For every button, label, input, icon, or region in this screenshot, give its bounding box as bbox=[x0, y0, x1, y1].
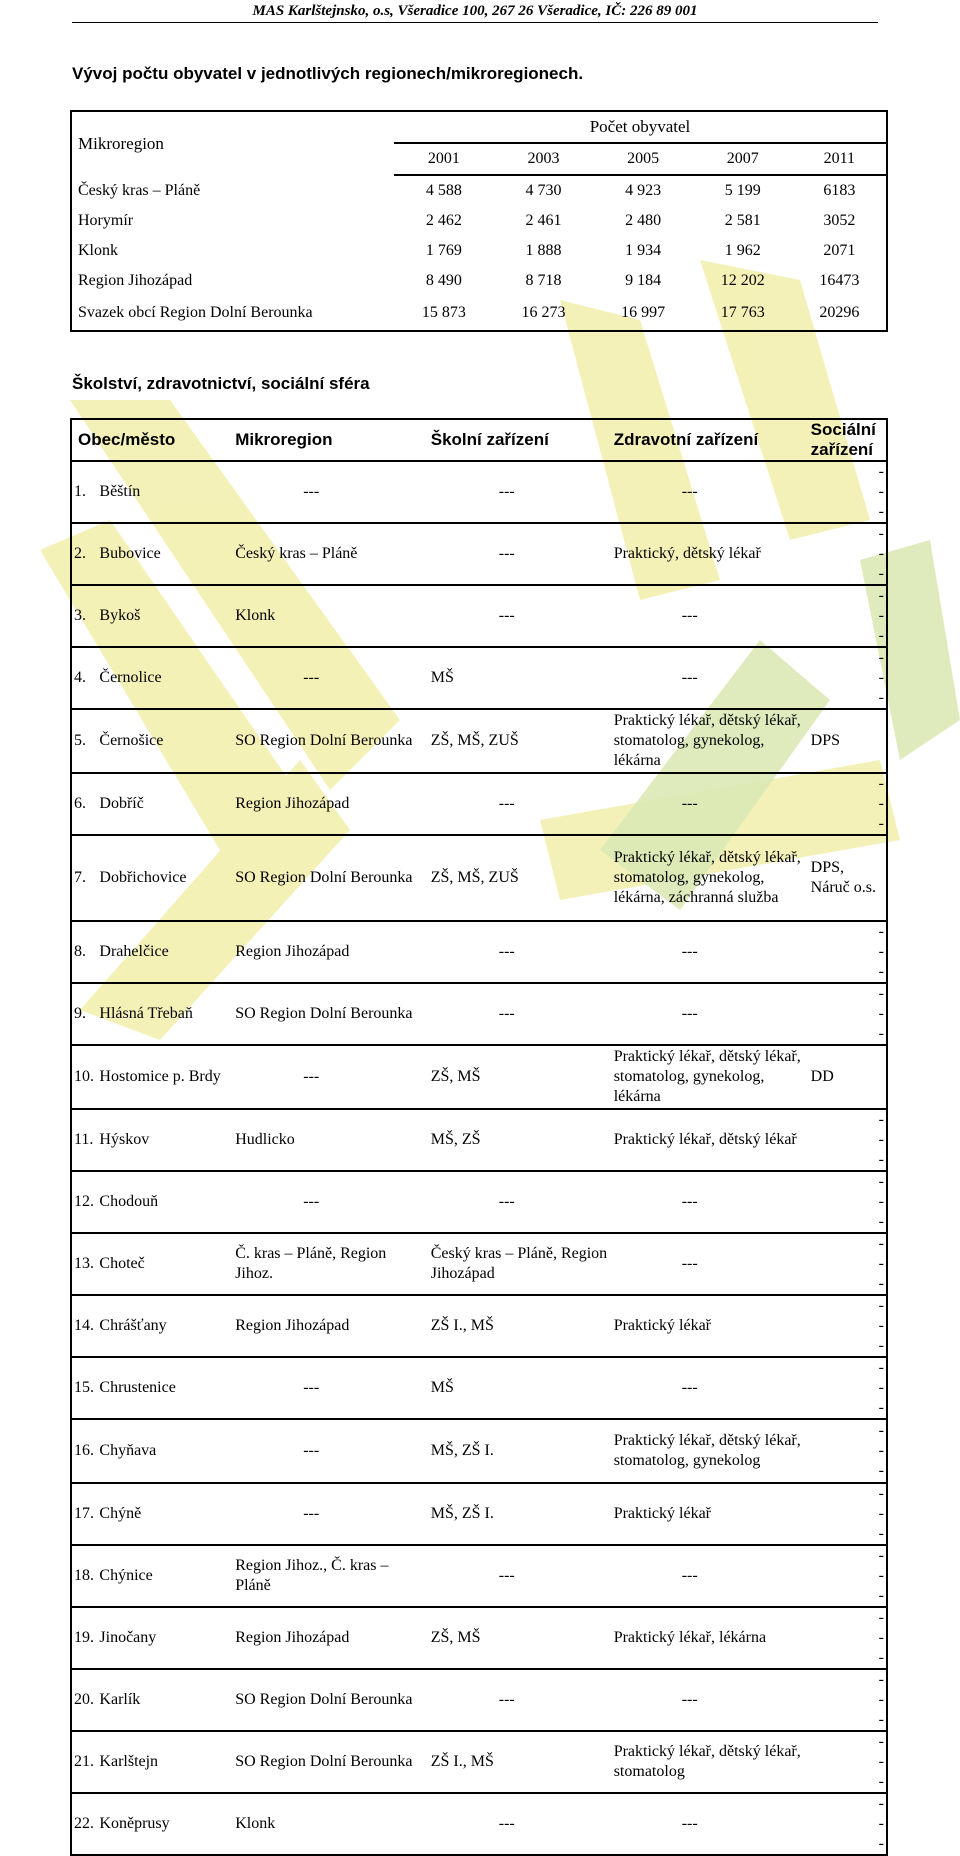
socialni-value: --- bbox=[809, 1483, 887, 1545]
row-number: 16. bbox=[71, 1419, 97, 1483]
row-number: 5. bbox=[71, 709, 97, 773]
obec-name: Choteč bbox=[97, 1233, 233, 1295]
population-value: 1 888 bbox=[525, 242, 562, 259]
zdravotni-value: Praktický, dětský lékař bbox=[612, 523, 809, 585]
obec-name: Chrustenice bbox=[97, 1357, 233, 1419]
skolni-value: MŠ, ZŠ I. bbox=[429, 1483, 612, 1545]
skolni-value: ZŠ, MŠ bbox=[429, 1045, 612, 1109]
obec-name: Chýně bbox=[97, 1483, 233, 1545]
population-value: 4 588 bbox=[425, 182, 462, 199]
population-value: 8 718 bbox=[525, 272, 562, 289]
skolni-value: --- bbox=[429, 1171, 612, 1233]
population-value: 9 184 bbox=[625, 272, 662, 289]
year-header: 2011 bbox=[793, 143, 887, 175]
services-row bbox=[71, 461, 887, 523]
row-number: 1. bbox=[71, 461, 97, 523]
zdravotni-value: --- bbox=[612, 1233, 809, 1295]
zdravotni-value: --- bbox=[612, 773, 809, 835]
socialni-value: --- bbox=[809, 773, 887, 835]
socialni-value: --- bbox=[809, 1545, 887, 1607]
zdravotni-value: Praktický lékař bbox=[612, 1295, 809, 1357]
mikroregion-value: Region Jihoz., Č. kras – Pláně bbox=[233, 1545, 429, 1607]
zdravotni-value: --- bbox=[612, 1357, 809, 1419]
row-number: 6. bbox=[71, 773, 97, 835]
skolni-value: --- bbox=[429, 523, 612, 585]
year-header: 2001 bbox=[394, 143, 494, 175]
mikroregion-value: SO Region Dolní Berounka bbox=[233, 1669, 429, 1731]
year-header: 2003 bbox=[494, 143, 594, 175]
obec-name: Karlík bbox=[97, 1669, 233, 1731]
population-value: 3052 bbox=[823, 212, 856, 229]
skolni-value: MŠ bbox=[429, 647, 612, 709]
row-number: 17. bbox=[71, 1483, 97, 1545]
page-header: MAS Karlštejnsko, o.s, Všeradice 100, 267 26 Všeradice, IČ: 226 89 001 bbox=[72, 0, 878, 23]
row-number: 9. bbox=[71, 983, 97, 1045]
year-header: 2007 bbox=[693, 143, 793, 175]
socialni-value: --- bbox=[809, 983, 887, 1045]
socialni-value: --- bbox=[809, 1419, 887, 1483]
mikroregion-value: Klonk bbox=[233, 1793, 429, 1855]
population-table bbox=[70, 110, 888, 332]
obec-name: Dobřichovice bbox=[97, 835, 233, 921]
socialni-value: --- bbox=[809, 1607, 887, 1669]
mikroregion-value: --- bbox=[233, 1357, 429, 1419]
mikroregion-value: --- bbox=[233, 1483, 429, 1545]
zdravotni-value: --- bbox=[612, 1545, 809, 1607]
population-value: 8 490 bbox=[425, 272, 462, 289]
socialni-value: DPS bbox=[809, 709, 887, 773]
row-number: 2. bbox=[71, 523, 97, 585]
row-number: 18. bbox=[71, 1545, 97, 1607]
year-header: 2005 bbox=[593, 143, 693, 175]
zdravotni-value: --- bbox=[612, 1793, 809, 1855]
skolni-value: Český kras – Pláně, Region Jihozápad bbox=[429, 1233, 612, 1295]
row-number: 11. bbox=[71, 1109, 97, 1171]
skolni-value: --- bbox=[429, 585, 612, 647]
population-value: 6183 bbox=[823, 182, 856, 199]
mikroregion-value: --- bbox=[233, 1171, 429, 1233]
obec-name: Černolice bbox=[97, 647, 233, 709]
socialni-value: --- bbox=[809, 921, 887, 983]
services-row bbox=[71, 1545, 887, 1607]
population-value: 2 480 bbox=[625, 212, 662, 229]
population-value: 2 581 bbox=[724, 212, 761, 229]
mikroregion-value: Hudlicko bbox=[233, 1109, 429, 1171]
row-number: 7. bbox=[71, 835, 97, 921]
services-row bbox=[71, 585, 887, 647]
population-value: 12 202 bbox=[720, 272, 765, 289]
zdravotni-value: Praktický lékař, dětský lékař bbox=[612, 1109, 809, 1171]
zdravotni-value: Praktický lékař, dětský lékař, stomatolog, gynekolog, lékárna bbox=[612, 709, 809, 773]
mikroregion-value: SO Region Dolní Berounka bbox=[233, 835, 429, 921]
obec-name: Jinočany bbox=[97, 1607, 233, 1669]
col-mikroregion: Mikroregion bbox=[233, 419, 429, 461]
row-number: 15. bbox=[71, 1357, 97, 1419]
population-value: 2 462 bbox=[425, 212, 462, 229]
section-title-population: Vývoj počtu obyvatel v jednotlivých regionech/mikroregionech. bbox=[72, 64, 584, 83]
population-value: 1 962 bbox=[724, 242, 761, 259]
mikroregion-name: Svazek obcí Region Dolní Berounka bbox=[78, 304, 313, 321]
row-number: 4. bbox=[71, 647, 97, 709]
services-row bbox=[71, 983, 887, 1045]
obec-name: Dobříč bbox=[97, 773, 233, 835]
obec-name: Chrášťany bbox=[97, 1295, 233, 1357]
row-number: 22. bbox=[71, 1793, 97, 1855]
col-obec: Obec/město bbox=[71, 419, 233, 461]
services-row bbox=[71, 835, 887, 921]
skolni-value: --- bbox=[429, 461, 612, 523]
services-row bbox=[71, 647, 887, 709]
socialni-value: --- bbox=[809, 1233, 887, 1295]
row-number: 19. bbox=[71, 1607, 97, 1669]
services-row bbox=[71, 773, 887, 835]
row-number: 3. bbox=[71, 585, 97, 647]
obec-name: Drahelčice bbox=[97, 921, 233, 983]
population-value: 16 273 bbox=[521, 304, 566, 321]
skolni-value: MŠ bbox=[429, 1357, 612, 1419]
zdravotni-value: --- bbox=[612, 647, 809, 709]
section-title-services: Školství, zdravotnictví, sociální sféra bbox=[72, 374, 370, 393]
mikroregion-value: --- bbox=[233, 461, 429, 523]
skolni-value: --- bbox=[429, 773, 612, 835]
obec-name: Hýskov bbox=[97, 1109, 233, 1171]
mikroregion-value: SO Region Dolní Berounka bbox=[233, 709, 429, 773]
mikroregion-value: Region Jihozápad bbox=[233, 1295, 429, 1357]
skolni-value: --- bbox=[429, 921, 612, 983]
zdravotni-value: --- bbox=[612, 585, 809, 647]
skolni-value: --- bbox=[429, 983, 612, 1045]
population-value: 1 934 bbox=[625, 242, 662, 259]
obec-name: Chodouň bbox=[97, 1171, 233, 1233]
services-row bbox=[71, 1731, 887, 1793]
row-number: 12. bbox=[71, 1171, 97, 1233]
mikroregion-value: Region Jihozápad bbox=[233, 773, 429, 835]
services-row bbox=[71, 921, 887, 983]
socialni-value: --- bbox=[809, 1109, 887, 1171]
zdravotni-value: --- bbox=[612, 1669, 809, 1731]
services-row bbox=[71, 1233, 887, 1295]
row-number: 21. bbox=[71, 1731, 97, 1793]
socialni-value: DD bbox=[809, 1045, 887, 1109]
population-value: 17 763 bbox=[720, 304, 765, 321]
services-row bbox=[71, 1669, 887, 1731]
socialni-value: --- bbox=[809, 585, 887, 647]
population-row bbox=[71, 296, 887, 331]
obec-name: Chyňava bbox=[97, 1419, 233, 1483]
mikroregion-value: --- bbox=[233, 1045, 429, 1109]
obec-name: Karlštejn bbox=[97, 1731, 233, 1793]
row-number: 8. bbox=[71, 921, 97, 983]
mikroregion-value: Region Jihozápad bbox=[233, 921, 429, 983]
socialni-value: --- bbox=[809, 1357, 887, 1419]
skolni-value: ZŠ I., MŠ bbox=[429, 1295, 612, 1357]
population-value: 16473 bbox=[819, 272, 860, 289]
col-pocet-obyvatel: Počet obyvatel bbox=[394, 111, 887, 143]
services-row bbox=[71, 1109, 887, 1171]
socialni-value: --- bbox=[809, 461, 887, 523]
mikroregion-value: Klonk bbox=[233, 585, 429, 647]
row-number: 10. bbox=[71, 1045, 97, 1109]
mikroregion-value: Region Jihozápad bbox=[233, 1607, 429, 1669]
row-number: 13. bbox=[71, 1233, 97, 1295]
socialni-value: --- bbox=[809, 1171, 887, 1233]
mikroregion-name: Český kras – Pláně bbox=[78, 181, 201, 199]
skolni-value: MŠ, ZŠ I. bbox=[429, 1419, 612, 1483]
row-number: 20. bbox=[71, 1669, 97, 1731]
zdravotni-value: --- bbox=[612, 1171, 809, 1233]
population-row bbox=[71, 266, 887, 296]
mikroregion-value: Č. kras – Pláně, Region Jihoz. bbox=[233, 1233, 429, 1295]
population-value: 15 873 bbox=[421, 304, 466, 321]
row-number: 14. bbox=[71, 1295, 97, 1357]
skolni-value: --- bbox=[429, 1545, 612, 1607]
zdravotni-value: --- bbox=[612, 921, 809, 983]
population-value: 5 199 bbox=[724, 182, 761, 199]
mikroregion-value: --- bbox=[233, 1419, 429, 1483]
socialni-value: --- bbox=[809, 523, 887, 585]
mikroregion-value: SO Region Dolní Berounka bbox=[233, 983, 429, 1045]
skolni-value: ZŠ I., MŠ bbox=[429, 1731, 612, 1793]
obec-name: Bykoš bbox=[97, 585, 233, 647]
socialni-value: --- bbox=[809, 1669, 887, 1731]
services-row bbox=[71, 1793, 887, 1855]
col-skolni: Školní zařízení bbox=[429, 419, 612, 461]
population-value: 4 730 bbox=[525, 182, 562, 199]
zdravotni-value: Praktický lékař, dětský lékař, stomatolog, gynekolog, lékárna bbox=[612, 1045, 809, 1109]
services-row bbox=[71, 1419, 887, 1483]
obec-name: Černošice bbox=[97, 709, 233, 773]
mikroregion-name: Klonk bbox=[78, 242, 118, 259]
services-row bbox=[71, 1295, 887, 1357]
col-mikroregion: Mikroregion bbox=[78, 133, 164, 153]
skolni-value: MŠ, ZŠ bbox=[429, 1109, 612, 1171]
socialni-value: --- bbox=[809, 1295, 887, 1357]
obec-name: Hlásná Třebaň bbox=[97, 983, 233, 1045]
services-row bbox=[71, 709, 887, 773]
socialni-value: --- bbox=[809, 1731, 887, 1793]
services-table bbox=[70, 418, 888, 1856]
services-row bbox=[71, 1357, 887, 1419]
zdravotni-value: Praktický lékař, dětský lékař, stomatolog, gynekolog, lékárna, záchranná služba bbox=[612, 835, 809, 921]
obec-name: Chýnice bbox=[97, 1545, 233, 1607]
obec-name: Koněprusy bbox=[97, 1793, 233, 1855]
services-row bbox=[71, 1171, 887, 1233]
zdravotni-value: Praktický lékař, dětský lékař, stomatolog, gynekolog bbox=[612, 1419, 809, 1483]
mikroregion-name: Horymír bbox=[78, 212, 134, 229]
col-socialni: Sociální zařízení bbox=[809, 419, 887, 461]
obec-name: Bubovice bbox=[97, 523, 233, 585]
skolni-value: ZŠ, MŠ, ZUŠ bbox=[429, 709, 612, 773]
obec-name: Běštín bbox=[97, 461, 233, 523]
population-value: 16 997 bbox=[621, 304, 666, 321]
population-value: 2071 bbox=[823, 242, 856, 259]
mikroregion-value: SO Region Dolní Berounka bbox=[233, 1731, 429, 1793]
zdravotni-value: --- bbox=[612, 461, 809, 523]
zdravotni-value: Praktický lékař bbox=[612, 1483, 809, 1545]
services-row bbox=[71, 1483, 887, 1545]
services-row bbox=[71, 1607, 887, 1669]
population-row bbox=[71, 206, 887, 236]
zdravotni-value: Praktický lékař, dětský lékař, stomatolog bbox=[612, 1731, 809, 1793]
skolni-value: ZŠ, MŠ bbox=[429, 1607, 612, 1669]
mikroregion-value: Český kras – Pláně bbox=[233, 523, 429, 585]
mikroregion-value: --- bbox=[233, 647, 429, 709]
population-row bbox=[71, 236, 887, 266]
skolni-value: ZŠ, MŠ, ZUŠ bbox=[429, 835, 612, 921]
population-row bbox=[71, 175, 887, 206]
population-value: 2 461 bbox=[525, 212, 562, 229]
population-value: 4 923 bbox=[625, 182, 662, 199]
services-row bbox=[71, 523, 887, 585]
socialni-value: --- bbox=[809, 1793, 887, 1855]
population-value: 20296 bbox=[819, 304, 860, 321]
skolni-value: --- bbox=[429, 1669, 612, 1731]
services-row bbox=[71, 1045, 887, 1109]
population-value: 1 769 bbox=[425, 242, 462, 259]
skolni-value: --- bbox=[429, 1793, 612, 1855]
mikroregion-name: Region Jihozápad bbox=[78, 272, 193, 289]
socialni-value: --- bbox=[809, 647, 887, 709]
zdravotni-value: Praktický lékař, lékárna bbox=[612, 1607, 809, 1669]
obec-name: Hostomice p. Brdy bbox=[97, 1045, 233, 1109]
col-zdravotni: Zdravotní zařízení bbox=[612, 419, 809, 461]
socialni-value: DPS, Náruč o.s. bbox=[809, 835, 887, 921]
zdravotni-value: --- bbox=[612, 983, 809, 1045]
